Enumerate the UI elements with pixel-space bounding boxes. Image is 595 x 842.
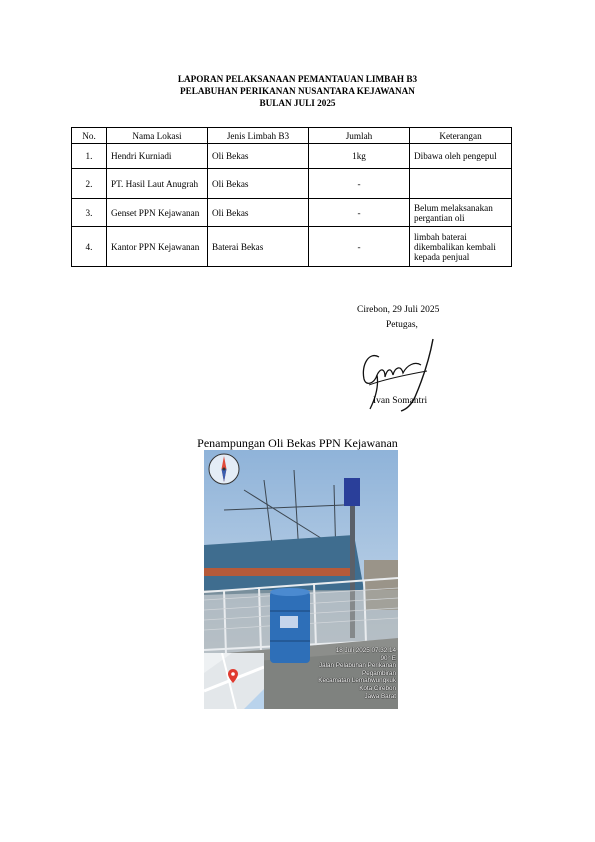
cell-waste-type: Baterai Bekas — [208, 227, 309, 267]
compass-icon — [207, 452, 241, 486]
report-title-line-1: LAPORAN PELAKSANAAN PEMANTAUAN LIMBAH B3 — [177, 74, 418, 84]
signature-name: Ivan Somantri — [373, 396, 428, 406]
cell-location: PT. Hasil Laut Anugrah — [107, 169, 208, 199]
cell-no: 4. — [72, 227, 107, 267]
cell-amount: 1kg — [309, 144, 410, 169]
cell-no: 1. — [72, 144, 107, 169]
stamp-datetime: 18 Juli 2025 07.32.14 — [335, 647, 396, 654]
cell-no: 2. — [72, 169, 107, 199]
header-amount: Jumlah — [309, 128, 410, 144]
stamp-street: Jalan Pelabuhan Perikanan — [318, 662, 396, 670]
report-title-line-2: PELABUHAN PERIKANAN NUSANTARA KEJAWANAN — [180, 86, 415, 96]
stamp-district: Kecamatan Lemahwungkuk — [318, 677, 396, 685]
geotag-stamp — [318, 647, 396, 700]
cell-amount: - — [309, 227, 410, 267]
stamp-province: Jawa Barat — [364, 692, 396, 700]
cell-remarks — [410, 169, 512, 199]
table-row — [72, 199, 512, 227]
header-waste-type: Jenis Limbah B3 — [208, 128, 309, 144]
waste-report-table — [71, 127, 512, 267]
map-pin-icon — [228, 669, 238, 683]
stamp-village: Pegambiran — [362, 669, 396, 677]
table-row — [72, 169, 512, 199]
signature-place-date: Cirebon, 29 Juli 2025 — [357, 305, 440, 315]
photo-caption: Penampungan Oli Bekas PPN Kejawanan — [197, 436, 398, 450]
cell-location: Kantor PPN Kejawanan — [107, 227, 208, 267]
cell-waste-type: Oli Bekas — [208, 199, 309, 227]
cell-amount: - — [309, 169, 410, 199]
header-no: No. — [72, 128, 107, 144]
cell-location: Hendri Kurniadi — [107, 144, 208, 169]
table-row — [72, 144, 512, 169]
cell-remarks: Belum melaksanakan pergantian oli — [410, 199, 512, 227]
table-row — [72, 227, 512, 267]
report-title-line-3: BULAN JULI 2025 — [259, 98, 336, 108]
header-location: Nama Lokasi — [107, 128, 208, 144]
cell-waste-type: Oli Bekas — [208, 144, 309, 169]
signature-role: Petugas, — [386, 320, 418, 330]
header-remarks: Keterangan — [410, 128, 512, 144]
stamp-city: Kota Cirebon — [359, 684, 396, 692]
location-minimap — [204, 653, 264, 709]
cell-remarks: limbah baterai dikembalikan kembali kepada penjual — [410, 227, 512, 267]
report-title — [0, 73, 595, 109]
table-header-row — [72, 128, 512, 144]
evidence-photo — [204, 450, 398, 709]
cell-waste-type: Oli Bekas — [208, 169, 309, 199]
stamp-heading: 90° E — [380, 654, 396, 662]
cell-no: 3. — [72, 199, 107, 227]
cell-location: Genset PPN Kejawanan — [107, 199, 208, 227]
cell-amount: - — [309, 199, 410, 227]
cell-remarks: Dibawa oleh pengepul — [410, 144, 512, 169]
